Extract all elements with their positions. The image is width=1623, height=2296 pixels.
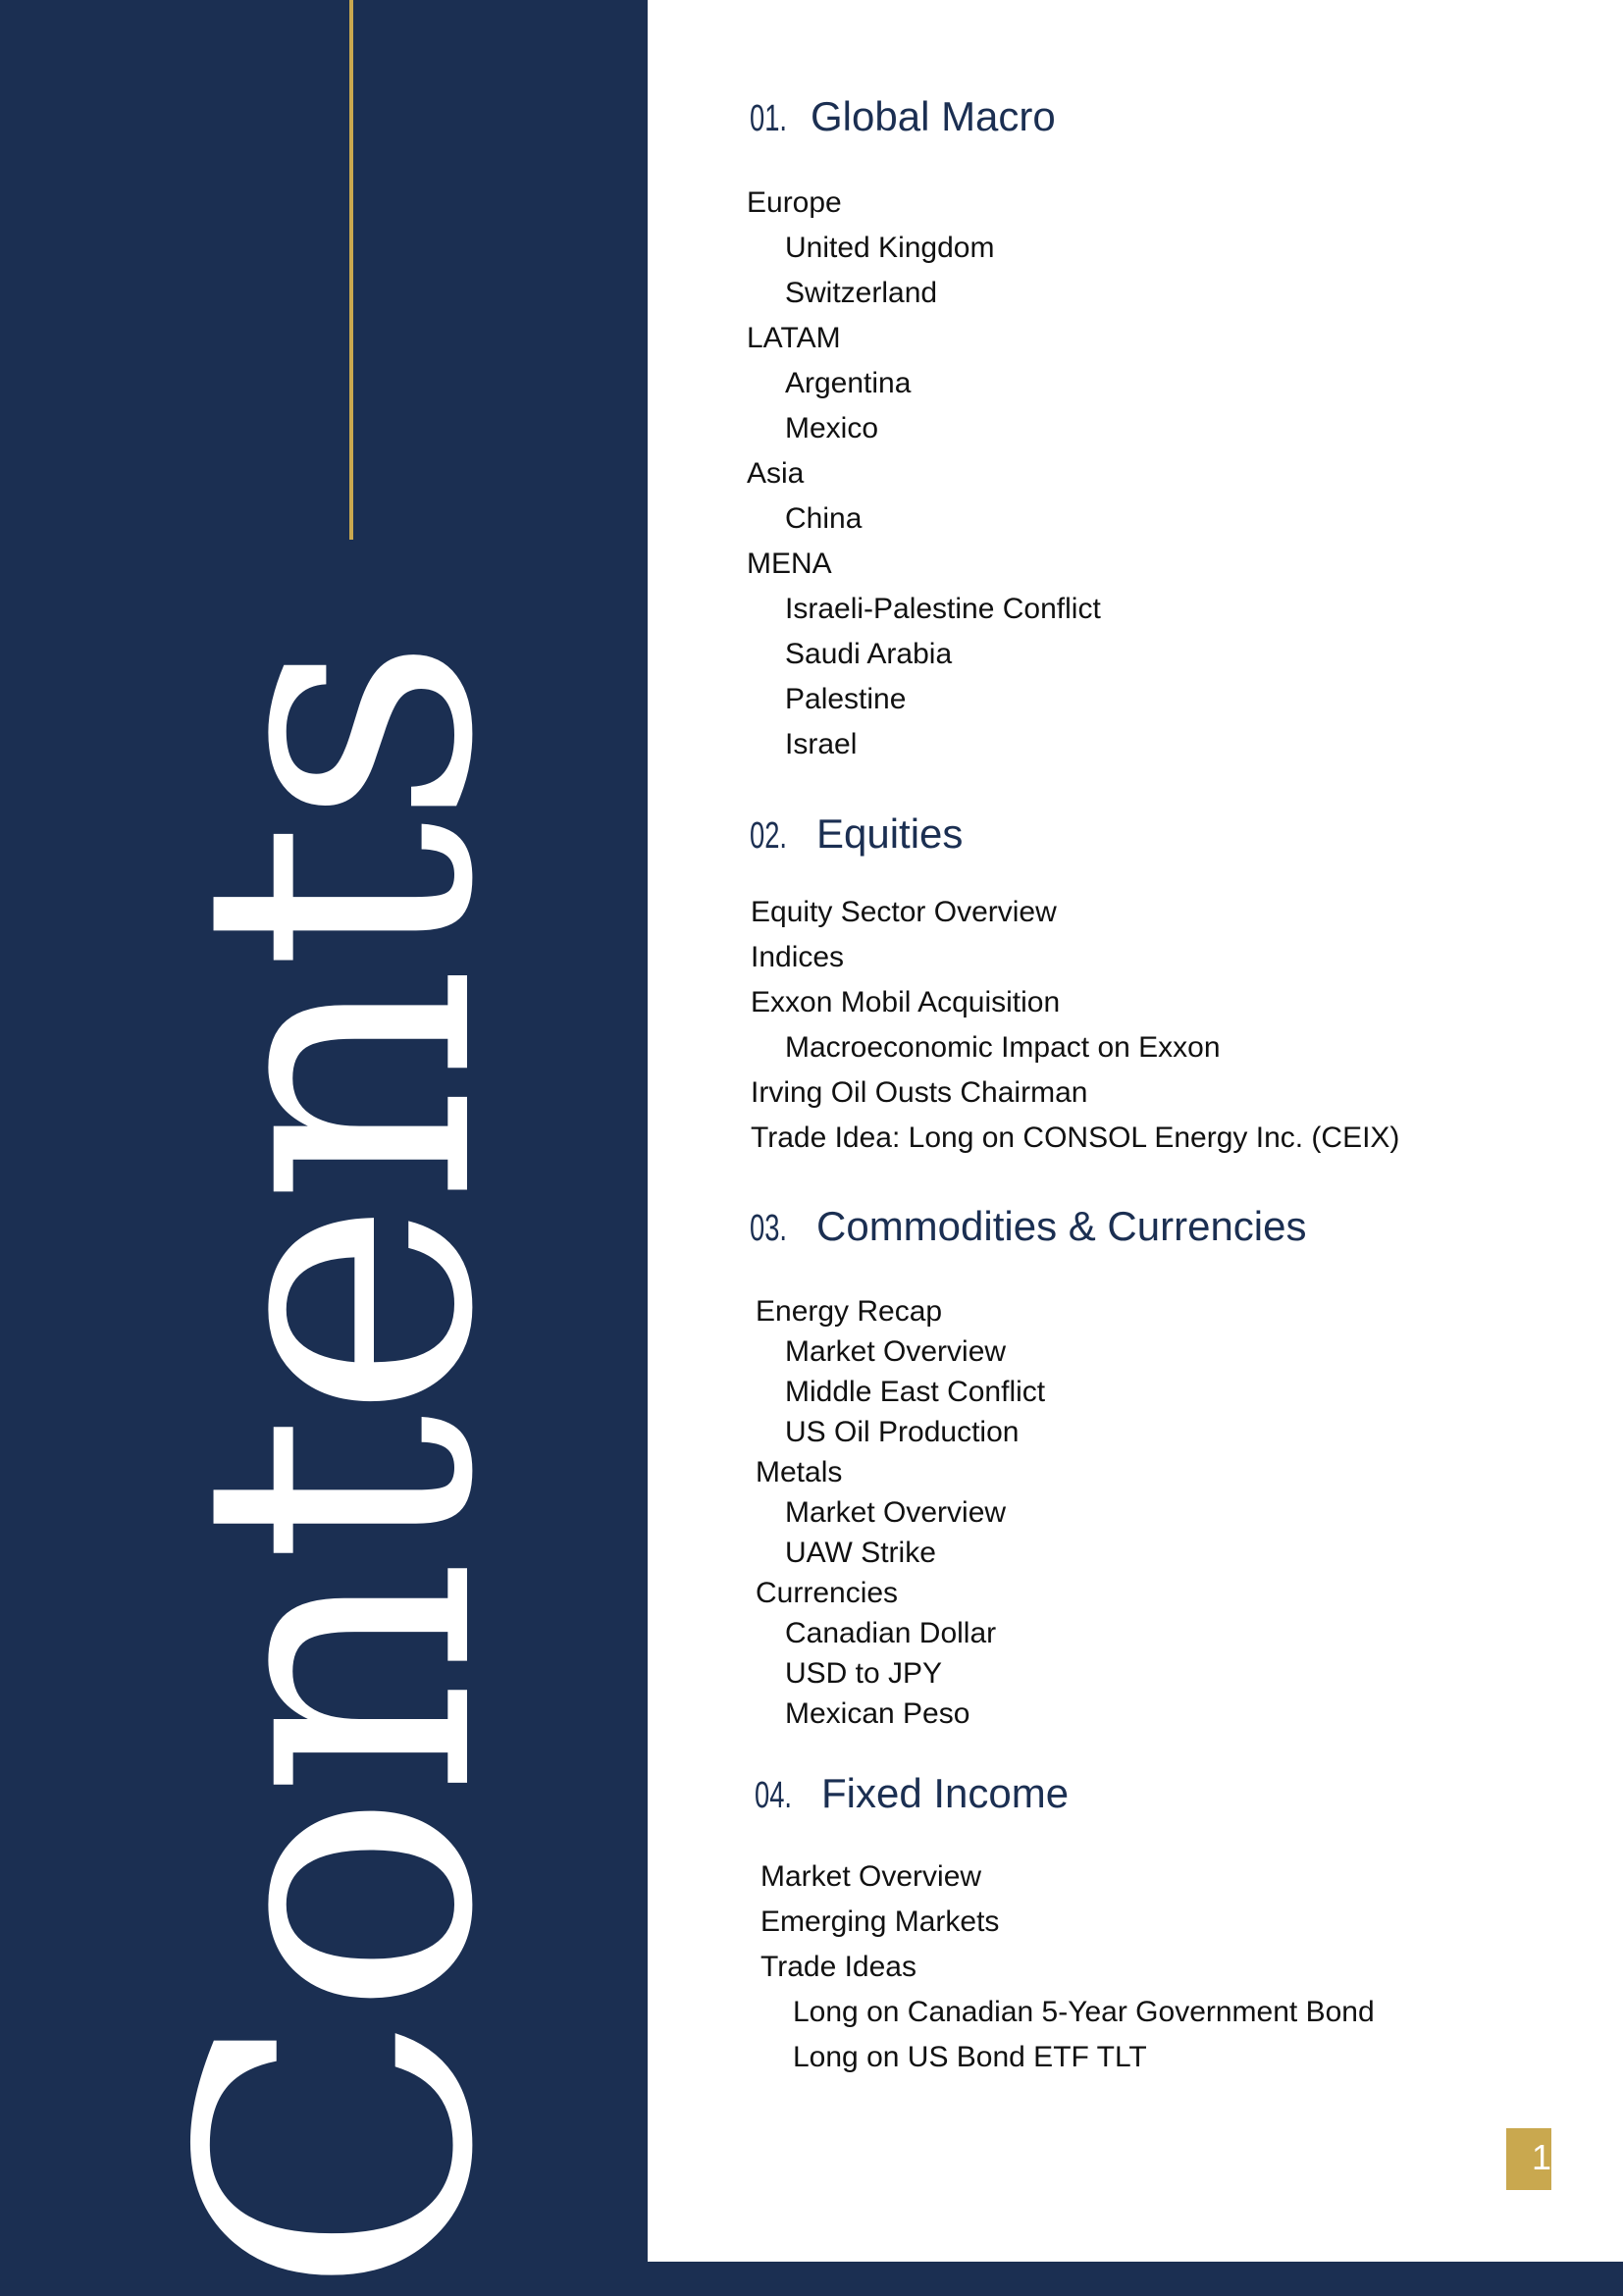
- toc-subitem[interactable]: Saudi Arabia: [785, 638, 953, 670]
- toc-item[interactable]: Emerging Markets: [760, 1905, 1000, 1938]
- section-items-equities: [751, 890, 1399, 1161]
- toc-subitem[interactable]: Israel: [785, 728, 858, 760]
- section-number: 03.: [750, 1208, 788, 1249]
- section-title: Global Macro: [811, 93, 1056, 139]
- toc-subitem[interactable]: Market Overview: [785, 1335, 1007, 1368]
- section-items-fixed-income: [760, 1854, 1375, 2080]
- toc-subitem[interactable]: Market Overview: [785, 1496, 1007, 1529]
- contents-title: Contents: [121, 641, 555, 2296]
- toc-subitem[interactable]: Mexico: [785, 412, 879, 444]
- toc-subitem[interactable]: US Oil Production: [785, 1416, 1020, 1448]
- section-number: 02.: [750, 815, 788, 857]
- toc-subitem[interactable]: Mexican Peso: [785, 1697, 970, 1730]
- toc-item[interactable]: Indices: [751, 941, 845, 973]
- toc-subitem[interactable]: Middle East Conflict: [785, 1376, 1046, 1408]
- toc-item[interactable]: Equity Sector Overview: [751, 896, 1057, 928]
- toc-subitem[interactable]: Long on US Bond ETF TLT: [793, 2041, 1147, 2073]
- section-number: 04.: [755, 1775, 793, 1816]
- toc-item[interactable]: Trade Ideas: [760, 1951, 916, 1983]
- toc-item[interactable]: Irving Oil Ousts Chairman: [751, 1076, 1088, 1109]
- toc-item[interactable]: Asia: [747, 457, 805, 490]
- section-heading-equities[interactable]: [750, 810, 963, 858]
- toc-subitem[interactable]: Switzerland: [785, 277, 938, 309]
- page-number-badge: [1506, 2128, 1551, 2190]
- toc-item[interactable]: Trade Idea: Long on CONSOL Energy Inc. (CEIX): [751, 1122, 1400, 1154]
- toc-subitem[interactable]: Macroeconomic Impact on Exxon: [785, 1031, 1221, 1064]
- section-heading-global-macro[interactable]: [750, 93, 1056, 140]
- section-heading-commodities-currencies[interactable]: [750, 1203, 1307, 1250]
- toc-item[interactable]: Market Overview: [760, 1860, 982, 1893]
- section-title: Fixed Income: [821, 1770, 1070, 1816]
- toc-item[interactable]: LATAM: [747, 322, 841, 354]
- toc-item[interactable]: Currencies: [756, 1577, 899, 1609]
- toc-subitem[interactable]: China: [785, 502, 863, 535]
- section-items-global-macro: [747, 181, 1101, 767]
- toc-subitem[interactable]: United Kingdom: [785, 232, 995, 264]
- section-title: Commodities & Currencies: [816, 1203, 1307, 1249]
- toc-subitem[interactable]: Argentina: [785, 367, 912, 399]
- toc-subitem[interactable]: Canadian Dollar: [785, 1617, 997, 1649]
- section-heading-fixed-income[interactable]: [755, 1770, 1069, 1817]
- toc-item[interactable]: Exxon Mobil Acquisition: [751, 986, 1061, 1018]
- toc-item[interactable]: MENA: [747, 548, 832, 580]
- toc-item[interactable]: Metals: [756, 1456, 843, 1488]
- page-number: 1: [1532, 2137, 1551, 2177]
- toc-subitem[interactable]: USD to JPY: [785, 1657, 943, 1690]
- toc-subitem[interactable]: Palestine: [785, 683, 907, 715]
- toc-item[interactable]: Energy Recap: [756, 1295, 943, 1328]
- toc-item[interactable]: Europe: [747, 186, 842, 219]
- section-items-commodities-currencies: [756, 1291, 1045, 1734]
- section-number: 01.: [750, 98, 788, 139]
- toc-subitem[interactable]: UAW Strike: [785, 1537, 936, 1569]
- section-title: Equities: [816, 810, 964, 857]
- toc-subitem[interactable]: Long on Canadian 5-Year Government Bond: [793, 1996, 1375, 2028]
- toc-subitem[interactable]: Israeli-Palestine Conflict: [785, 593, 1101, 625]
